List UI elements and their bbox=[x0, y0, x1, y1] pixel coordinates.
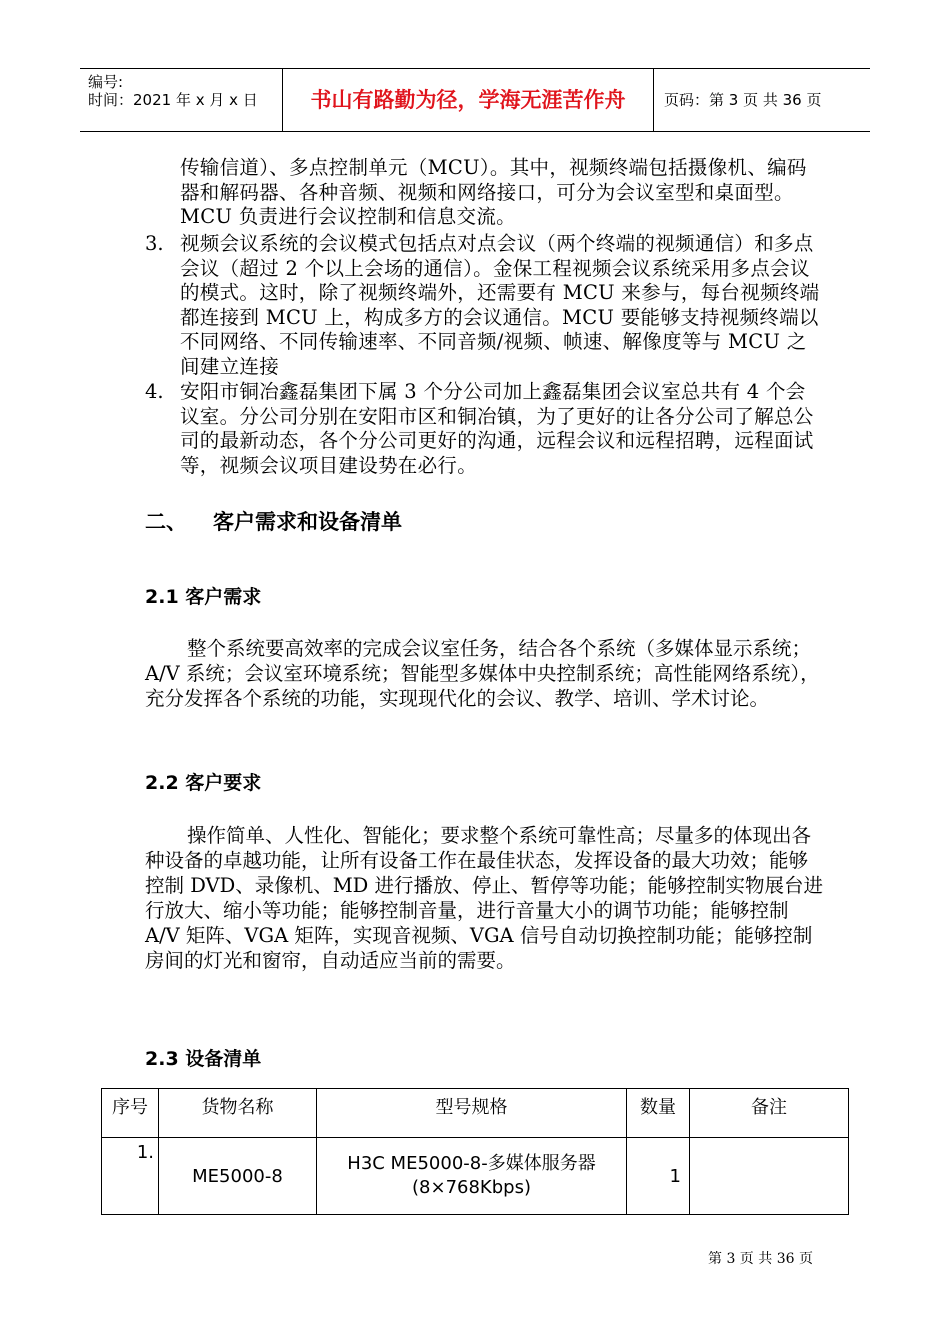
section-title: 客户需求和设备清单 bbox=[213, 510, 402, 534]
list-item-number: 4. bbox=[145, 380, 164, 403]
table-header-cell: 备注 bbox=[690, 1089, 849, 1138]
table-header-cell: 货物名称 bbox=[159, 1089, 317, 1138]
header-number-label: 编号: bbox=[88, 73, 124, 91]
section-heading bbox=[145, 506, 402, 536]
header-meta bbox=[80, 69, 283, 131]
header-page-code: 页码：第 3 页 共 36 页 bbox=[664, 91, 822, 109]
subsection-2-2-title: 2.2 客户要求 bbox=[145, 772, 262, 794]
list-item-text: 视频会议系统的会议模式包括点对点会议（两个终端的视频通信）和多点会议（超过 2 个以上会场的通信）。金保工程视频会议系统采用多点会议的模式。这时，除了视频终端外，还需要有 MCU 来参与，每台视频终端都连接到 MCU 上，构成多方的会议通信。MCU 要能够支持视频终端以不同网络、不同传输速率、不同音频/视频、帧速、解像度等与 MCU 之间建立连接 bbox=[180, 232, 820, 378]
header-time-label: 时间：2021 年 x 月 x 日 bbox=[88, 91, 258, 109]
subsection-2-3-title: 2.3 设备清单 bbox=[145, 1048, 262, 1070]
table-cell-note bbox=[690, 1138, 849, 1215]
header-motto: 书山有路勤为径，学海无涯苦作舟 bbox=[283, 69, 654, 131]
table-cell-spec: H3C ME5000-8-多媒体服务器(8×768Kbps) bbox=[317, 1138, 627, 1215]
list-item-number: 3. bbox=[145, 232, 164, 255]
table-row bbox=[102, 1138, 849, 1215]
table-cell-name: ME5000-8 bbox=[159, 1138, 317, 1215]
table-header-cell: 数量 bbox=[627, 1089, 690, 1138]
table-header-cell: 序号 bbox=[102, 1089, 159, 1138]
list-item-text: 安阳市铜冶鑫磊集团下属 3 个分公司加上鑫磊集团会议室总共有 4 个会议室。分公司分别在安阳市区和铜冶镇，为了更好的让各分公司了解总公司的最新动态，各个分公司更好的沟通，远程会议和远程招聘，远程面试等，视频会议项目建设势在必行。 bbox=[180, 380, 814, 477]
page-footer: 第 3 页 共 36 页 bbox=[708, 1251, 813, 1267]
table-cell-no: 1. bbox=[102, 1138, 159, 1215]
page-header bbox=[80, 68, 870, 132]
table-header-cell: 型号规格 bbox=[317, 1089, 627, 1138]
equipment-table bbox=[101, 1088, 849, 1215]
subsection-2-2-body: 操作简单、人性化、智能化；要求整个系统可靠性高；尽量多的体现出各种设备的卓越功能，让所有设备工作在最佳状态，发挥设备的最大功效；能够控制 DVD、录像机、MD 进行播放、停止、暂停等功能；能够控制实物展台进行放大、缩小等功能；能够控制音量，进行音量大小的调节功能；能够控制 A/V 矩阵、VGA 矩阵，实现音视频、VGA 信号自动切换控制功能；能够控制房间的灯光和窗帘，自动适应当前的需要。 bbox=[145, 824, 824, 972]
intro-continued-paragraph: 传输信道）、多点控制单元（MCU）。其中，视频终端包括摄像机、编码器和解码器、各种音频、视频和网络接口，可分为会议室型和桌面型。MCU 负责进行会议控制和信息交流。 bbox=[180, 156, 807, 228]
subsection-2-1-title: 2.1 客户需求 bbox=[145, 586, 262, 608]
table-cell-qty: 1 bbox=[627, 1138, 690, 1215]
subsection-2-1-body: 整个系统要高效率的完成会议室任务，结合各个系统（多媒体显示系统；A/V 系统；会议室环境系统；智能型多媒体中央控制系统；高性能网络系统），充分发挥各个系统的功能，实现现代化的会议、教学、培训、学术讨论。 bbox=[145, 637, 820, 710]
section-number: 二、 bbox=[145, 510, 187, 534]
table-header-row bbox=[102, 1089, 849, 1138]
